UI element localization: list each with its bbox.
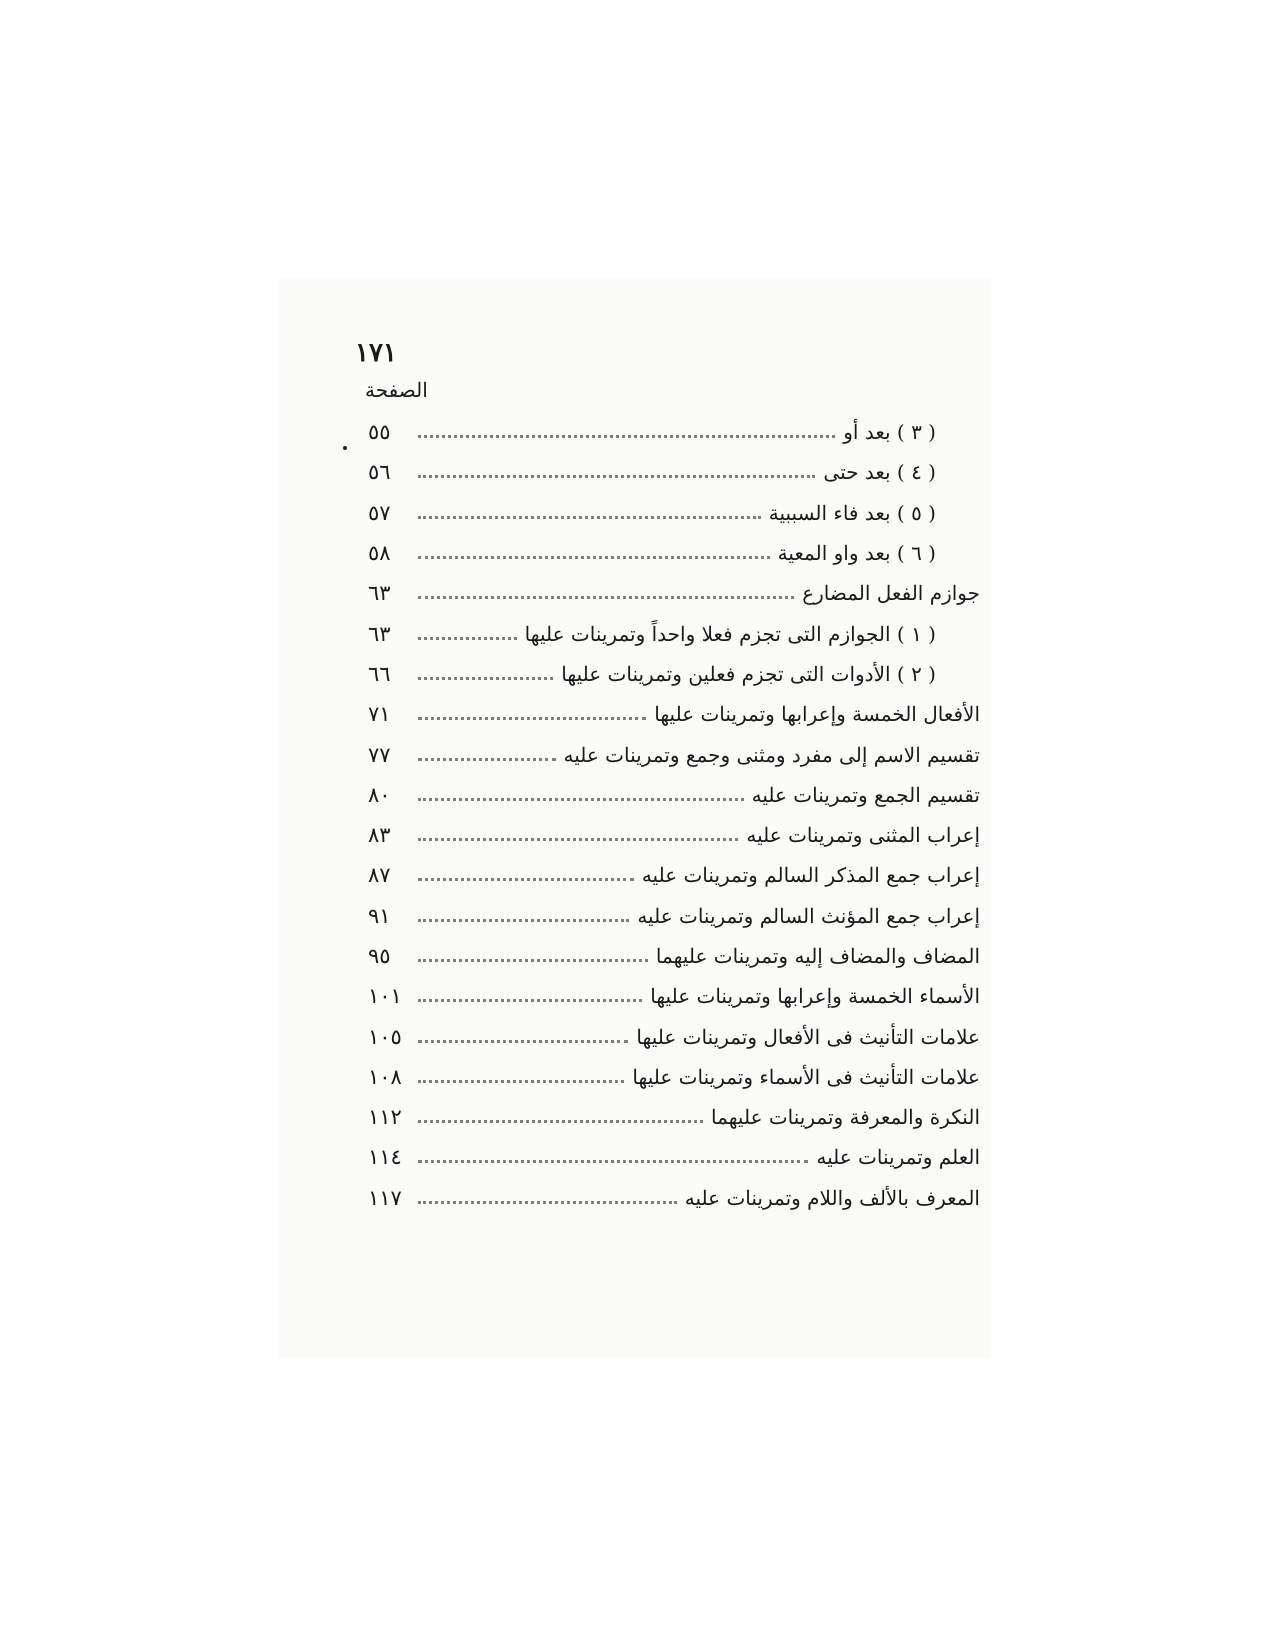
toc-page-number: ٥٥ [368,420,391,445]
toc-dot-leader [418,877,634,881]
toc-dot-leader [418,1119,703,1123]
toc-entry [350,775,980,815]
toc-entry-title: الأسماء الخمسة وإعرابها وتمرينات عليها [650,984,980,1009]
toc-entry-title: إعراب جمع المذكر السالم وتمرينات عليه [641,863,980,888]
toc-dot-leader [418,676,553,680]
toc-page-number: ١٠١ [368,984,402,1009]
toc-page-number: ٨٧ [368,863,391,888]
toc-entry-title: ( ٣ ) بعد أو [843,420,936,445]
toc-dot-leader [418,716,646,720]
toc-page-number: ١٠٥ [368,1024,402,1049]
toc-entry-title: ( ٢ ) الأدوات التى تجزم فعلين وتمرينات عليها [561,661,936,686]
toc-entry [350,855,980,895]
toc-entry [350,1137,980,1177]
toc-entry-title: علامات التأنيث فى الأسماء وتمرينات عليها [632,1064,980,1089]
toc-page-number: ٨٣ [368,823,391,848]
toc-dot-leader [418,595,794,599]
toc-dot-leader [418,1079,624,1083]
toc-entry [350,815,980,855]
toc-entry [350,452,980,492]
toc-dot-leader [418,1039,628,1043]
toc-dot-leader [418,515,761,519]
toc-entry-title: ( ١ ) الجوازم التى تجزم فعلا واحداً وتمرينات عليها [524,621,936,646]
toc-entry-title: جوازم الفعل المضارع [802,581,980,606]
toc-page-number: ١٠٨ [368,1064,402,1089]
toc-page-number: ٥٦ [368,460,391,485]
toc-dot-leader [418,474,815,478]
toc-dot-leader [418,958,648,962]
page-number: ١٧١ [355,338,397,368]
toc-entry [350,936,980,976]
toc-page-number: ٨٠ [368,782,391,807]
toc-entry [350,976,980,1016]
toc-entry-title: إعراب جمع المؤنث السالم وتمرينات عليه [637,903,980,928]
toc-entry [350,533,980,573]
toc-page-number: ١١٤ [368,1145,402,1170]
toc-dot-leader [418,555,770,559]
toc-entry-title: تقسيم الاسم إلى مفرد ومثنى وجمع وتمرينات عليه [563,742,980,767]
toc-entry-title: العلم وتمرينات عليه [816,1145,980,1170]
toc-entry-title: المضاف والمضاف إليه وتمرينات عليهما [655,944,980,968]
toc-entry [350,654,980,694]
toc-entry-title: ( ٤ ) بعد حتى [823,460,936,485]
toc-dot-leader [418,837,738,841]
toc-entry [350,1016,980,1056]
page-column-header: الصفحة [365,378,428,402]
toc-dot-leader [418,1200,677,1204]
toc-entry [350,493,980,533]
toc-dot-leader [418,757,556,761]
toc-entry [350,1178,980,1218]
scan-speck [343,446,347,450]
toc-entry [350,734,980,774]
toc-entry-title: علامات التأنيث فى الأفعال وتمرينات عليها [636,1024,980,1049]
toc-entry [350,896,980,936]
toc-page-number: ٩٥ [368,944,391,968]
toc-page-number: ٧١ [368,702,391,727]
toc-entry [350,613,980,653]
toc-page-number: ١١٢ [368,1105,402,1130]
toc-entry [350,1097,980,1137]
toc-page-number: ٦٦ [368,661,391,686]
toc-dot-leader [418,434,835,438]
toc-dot-leader [418,797,744,801]
toc-dot-leader [418,998,642,1002]
toc-page-number: ٩١ [368,903,391,928]
toc-dot-leader [418,918,629,922]
toc-page-number: ١١٧ [368,1185,402,1210]
toc-entry-title: إعراب المثنى وتمرينات عليه [746,823,980,848]
table-of-contents [350,412,980,1218]
toc-entry-title: ( ٥ ) بعد فاء السببية [768,500,936,525]
toc-entry-title: المعرف بالألف واللام وتمرينات عليه [684,1185,980,1210]
toc-page-number: ٦٣ [368,621,391,646]
toc-dot-leader [418,1159,808,1163]
toc-entry [350,573,980,613]
toc-page-number: ٥٨ [368,541,391,566]
toc-entry-title: النكرة والمعرفة وتمرينات عليهما [711,1105,980,1130]
toc-entry [350,694,980,734]
toc-entry-title: تقسيم الجمع وتمرينات عليه [751,782,980,807]
toc-entry [350,1057,980,1097]
toc-entry-title: الأفعال الخمسة وإعرابها وتمرينات عليها [654,702,980,727]
toc-page-number: ٦٣ [368,581,391,606]
toc-page-number: ٧٧ [368,742,391,767]
toc-page-number: ٥٧ [368,500,391,525]
toc-dot-leader [418,636,517,640]
toc-entry-title: ( ٦ ) بعد واو المعية [777,541,936,566]
toc-entry [350,412,980,452]
